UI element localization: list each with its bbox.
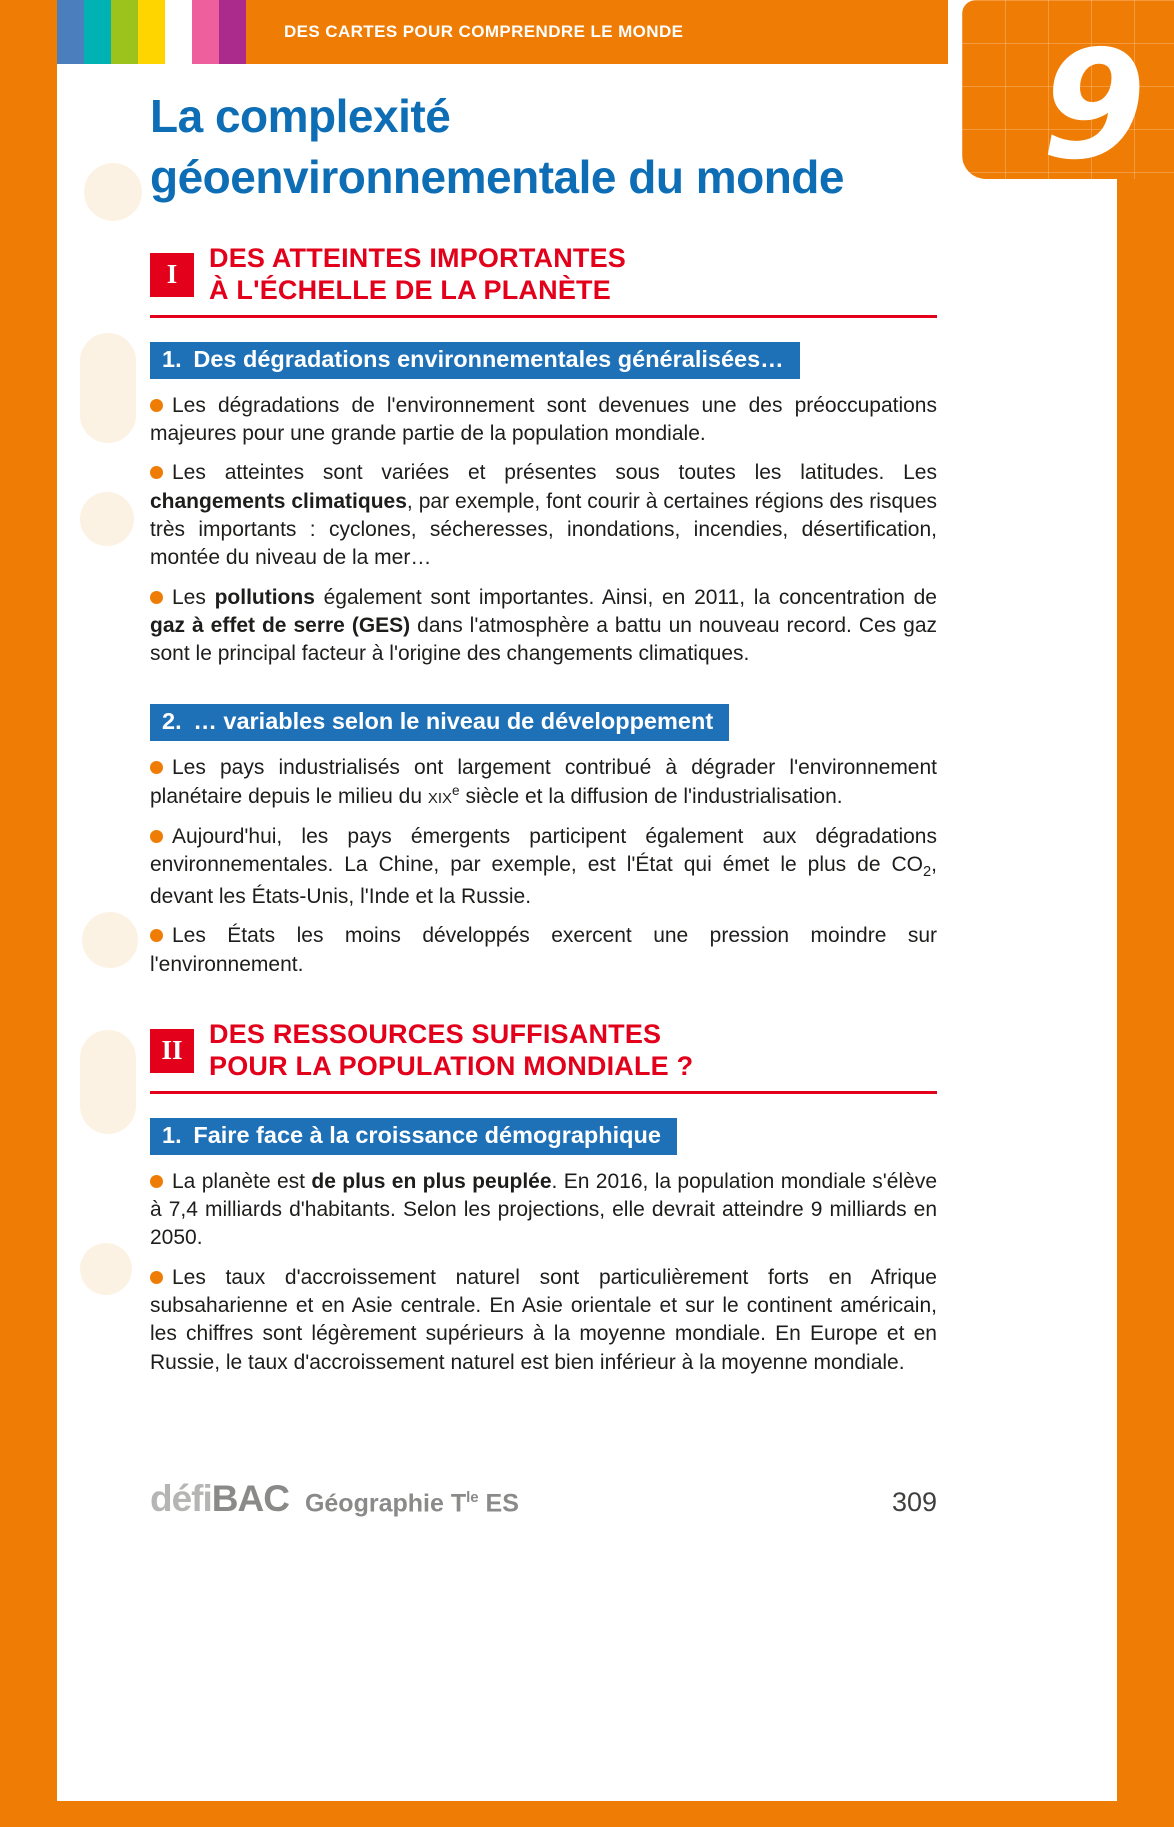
bullet-icon bbox=[150, 929, 163, 942]
left-border bbox=[0, 0, 57, 1827]
stripe bbox=[84, 0, 111, 64]
bullet-icon bbox=[150, 761, 163, 774]
section-heading bbox=[150, 1019, 937, 1083]
chapter-number: 9 bbox=[1041, 18, 1146, 193]
text-segment: siècle et la diffusion de l'industrialisation. bbox=[459, 785, 843, 809]
bullet-icon bbox=[150, 466, 163, 479]
page-title bbox=[150, 86, 1050, 208]
subsection-banner: 1. Faire face à la croissance démographique bbox=[150, 1118, 677, 1155]
section-numeral: II bbox=[150, 1029, 194, 1073]
paragraph bbox=[150, 754, 937, 812]
brand-logo bbox=[150, 1478, 289, 1520]
section-numeral: I bbox=[150, 253, 194, 297]
text-segment: Les dégradations de l'environnement sont devenues une des préoccupations majeures pour une grande partie de la population mondiale. bbox=[150, 393, 937, 446]
bullet-icon bbox=[150, 1271, 163, 1284]
text-segment: 2 bbox=[922, 864, 932, 881]
paragraph bbox=[150, 823, 937, 912]
bottom-border bbox=[0, 1801, 1174, 1827]
text-segment: Les États les moins développés exercent une pression moindre sur l'environnement. bbox=[150, 924, 937, 976]
bullet-icon bbox=[150, 591, 163, 604]
section bbox=[150, 1019, 937, 1377]
text-segment: également sont importantes. Ainsi, en 2011, la concentration de bbox=[314, 585, 937, 609]
stripe bbox=[219, 0, 246, 64]
text-segment: . En 2016, la population mondiale s'élève à 7,4 milliards d'habitants. Selon les projections, elle devrait atteindre 9 milliards en 2050. bbox=[150, 1169, 938, 1250]
subsection-banner: 1. Des dégradations environnementales généralisées… bbox=[150, 342, 800, 379]
section-heading bbox=[150, 243, 937, 307]
deco-circle bbox=[80, 1243, 132, 1295]
text-segment: Les pays industrialisés ont largement contribué à dégrader l'environnement planétaire depuis le milieu du bbox=[150, 755, 937, 809]
brand-bac: BAC bbox=[211, 1478, 289, 1519]
stripe bbox=[165, 0, 192, 64]
text-segment: changements climatiques bbox=[150, 489, 407, 513]
footer-subject-sup: le bbox=[466, 1488, 479, 1506]
text-segment: gaz à effet de serre (GES) bbox=[150, 614, 411, 638]
top-banner-text: DES CARTES POUR COMPRENDRE LE MONDE bbox=[284, 22, 684, 41]
text-segment: dans l'atmosphère a battu un nouveau record. Ces gaz sont le principal facteur à l'origine des changements climatiques. bbox=[150, 614, 938, 666]
footer-subject-end: ES bbox=[478, 1489, 519, 1517]
section-title: DES ATTEINTES IMPORTANTES À L'ÉCHELLE DE LA PLANÈTE bbox=[209, 243, 627, 305]
text-segment: , par exemple, font courir à certaines régions des risques très importants : cyclones, sécheresses, inondations, incendies, désertification, montée du niveau de la mer… bbox=[150, 489, 938, 570]
section-title: DES RESSOURCES SUFFISANTES POUR LA POPULATION MONDIALE ? bbox=[209, 1018, 694, 1081]
deco-circle bbox=[84, 163, 142, 221]
bullet-icon bbox=[150, 830, 163, 843]
paragraph bbox=[150, 922, 937, 979]
title-line-1: La complexité bbox=[150, 90, 451, 142]
section-rule bbox=[150, 315, 937, 318]
subsection-banner: 2. … variables selon le niveau de développement bbox=[150, 704, 729, 741]
deco-oval bbox=[80, 1030, 136, 1134]
text-segment: , devant les États-Unis, l'Inde et la Russie. bbox=[150, 852, 937, 908]
deco-circle bbox=[80, 492, 134, 546]
deco-circle bbox=[82, 912, 138, 968]
paragraph bbox=[150, 584, 937, 669]
text-segment: xix bbox=[427, 785, 453, 809]
text-segment: de plus en plus peuplée bbox=[311, 1169, 552, 1193]
paragraph bbox=[150, 459, 937, 572]
page-number: 309 bbox=[891, 1487, 937, 1517]
stripe bbox=[138, 0, 165, 64]
footer bbox=[150, 1478, 937, 1520]
text-segment: e bbox=[452, 783, 460, 799]
footer-subject bbox=[305, 1489, 519, 1518]
paragraph bbox=[150, 1168, 937, 1253]
deco-oval bbox=[80, 333, 136, 443]
text-segment: Les bbox=[172, 585, 215, 609]
paragraph bbox=[150, 1264, 937, 1377]
stripe bbox=[57, 0, 84, 64]
content bbox=[150, 243, 937, 1388]
header-stripes bbox=[57, 0, 246, 64]
top-banner bbox=[246, 0, 948, 64]
text-segment: Les taux d'accroissement naturel sont particulièrement forts en Afrique subsaharienne et en Asie centrale. En Asie orientale et sur le continent américain, les chiffres sont légèrement supérieurs à la moyenne mondiale. En Europe et en Russie, le taux d'accroissement naturel est bien inférieur à la moyenne mondiale. bbox=[150, 1265, 937, 1374]
text-segment: La planète est bbox=[172, 1169, 312, 1193]
footer-subject-text: Géographie T bbox=[304, 1489, 467, 1517]
paragraph bbox=[150, 392, 937, 449]
title-line-2: géoenvironnementale du monde bbox=[150, 151, 844, 204]
bullet-icon bbox=[150, 399, 163, 412]
text-segment: pollutions bbox=[214, 585, 315, 609]
text-segment: Aujourd'hui, les pays émergents participent également aux dégradations environnementales. La Chine, par exemple, est l'État qui émet le plus de CO bbox=[150, 824, 937, 876]
bullet-icon bbox=[150, 1175, 163, 1188]
section bbox=[150, 243, 937, 979]
section-rule bbox=[150, 1091, 937, 1094]
right-border bbox=[1117, 0, 1174, 1827]
text-segment: Les atteintes sont variées et présentes sous toutes les latitudes. Les bbox=[172, 461, 937, 485]
stripe bbox=[111, 0, 138, 64]
stripe bbox=[192, 0, 219, 64]
brand-defi: défi bbox=[150, 1478, 212, 1519]
